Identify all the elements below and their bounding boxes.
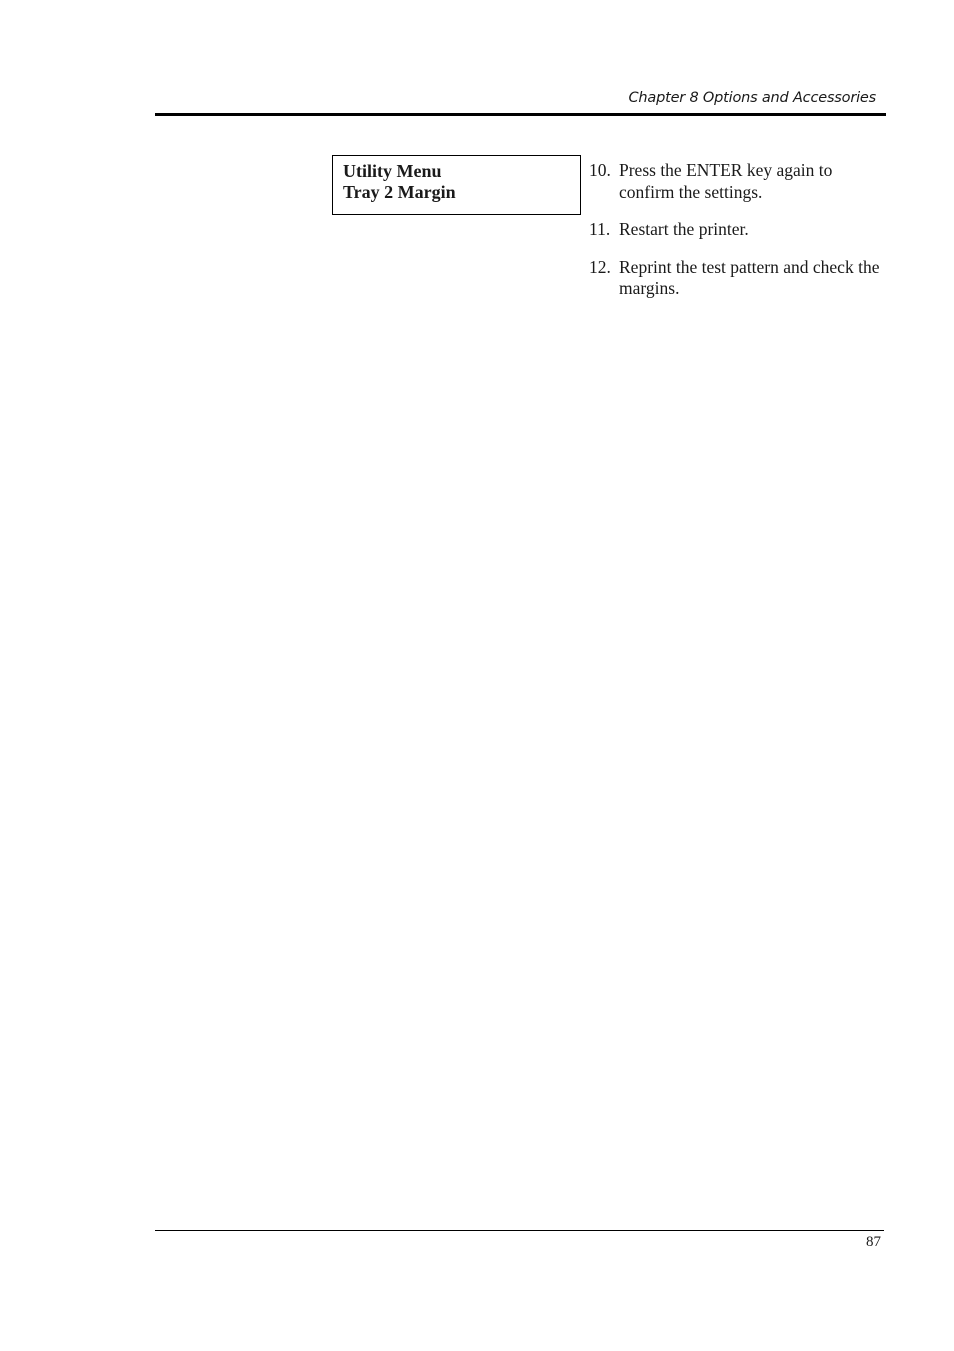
step-number: 12. (589, 256, 611, 277)
display-line-2: Tray 2 Margin (343, 182, 456, 202)
step-text: Reprint the test pattern and check the margins. (619, 256, 880, 298)
procedure-steps-list (589, 160, 884, 316)
step-item (589, 160, 884, 203)
chapter-header-title: Chapter 8 Options and Accessories (628, 90, 876, 106)
step-number: 10. (589, 160, 611, 180)
step-number: 11. (589, 219, 611, 239)
header-rule (155, 113, 886, 116)
printer-display-box (332, 155, 581, 215)
page-number: 87 (866, 1234, 881, 1250)
footer-rule (155, 1230, 884, 1231)
step-text: Restart the printer. (619, 219, 749, 239)
display-line-1: Utility Menu (343, 161, 442, 181)
step-item (589, 219, 884, 241)
step-item (589, 257, 884, 300)
step-text: Press the ENTER key again to confirm the settings. (619, 160, 833, 202)
